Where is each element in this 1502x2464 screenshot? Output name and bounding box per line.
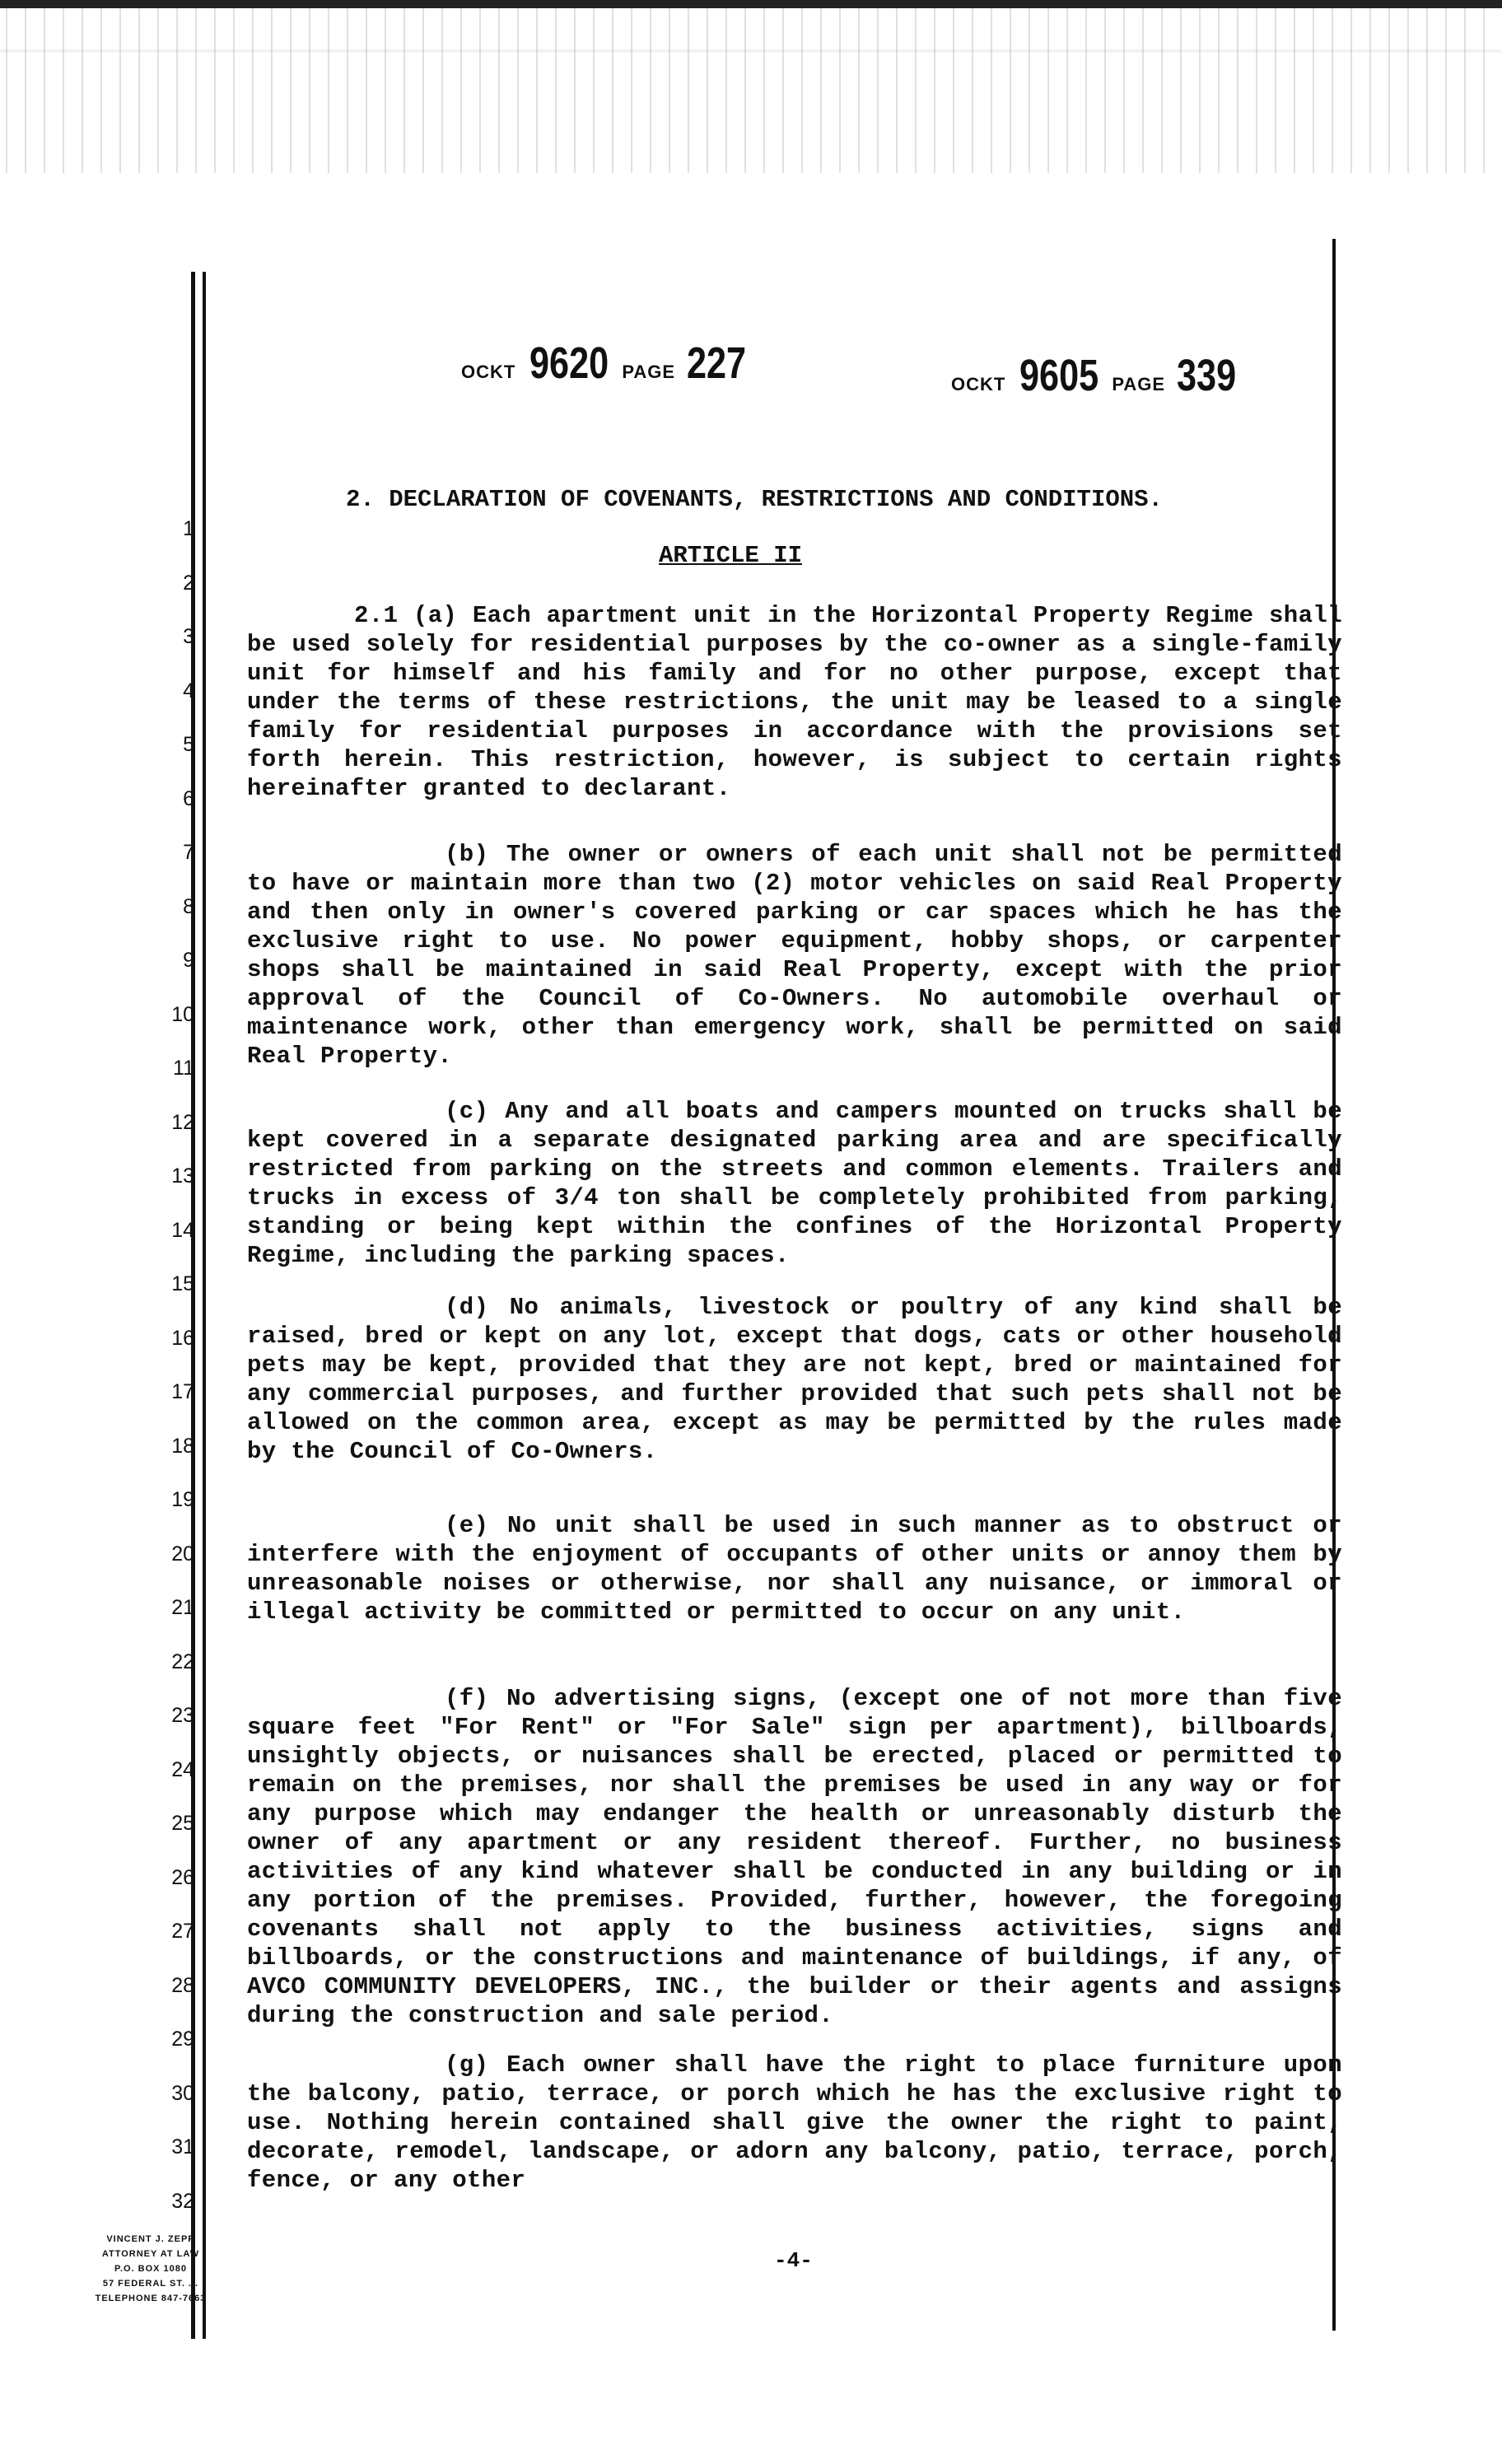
- attorney-line: VINCENT J. ZEPP: [106, 2234, 195, 2244]
- line-number: 2: [183, 572, 194, 595]
- line-number: 10: [171, 1003, 194, 1026]
- line-number: 28: [171, 1974, 194, 1997]
- attorney-line: TELEPHONE 847-7663: [95, 2294, 207, 2303]
- line-number: 15: [171, 1272, 194, 1295]
- line-number: 6: [183, 787, 194, 810]
- paragraph-c: (c) Any and all boats and campers mounted on trucks shall be kept covered in a separate designated parking area and are specifically restricted from parking on the streets and common elements. Trailers and trucks in excess of 3/4 ton shall be completely prohibited from parking, standing or being kept within the confines of the Horizontal Property Regime, including the parking spaces.: [247, 1098, 1342, 1269]
- stamp-label: OCKT: [461, 362, 516, 382]
- stamp-page-label: PAGE: [1112, 374, 1166, 394]
- line-number: 5: [183, 733, 194, 756]
- line-number: 27: [171, 1920, 194, 1943]
- scan-edge: [0, 0, 1502, 8]
- article-heading: ARTICLE II: [659, 542, 803, 569]
- attorney-line: P.O. BOX 1080: [114, 2264, 187, 2274]
- left-margin-rule-inner: [203, 272, 206, 2339]
- line-number: 1: [183, 517, 194, 540]
- paragraph-f: (f) No advertising signs, (except one of not more than five square feet "For Rent" or "For Sale" sign per apartment), billboards, unsightly objects, or nuisances shall be erected, placed or permitted to remain on the premises, nor shall the premises be used in any way or for any purpose which may endanger the health or unreasonably disturb the owner of any apartment or any resident thereof. Further, no business activities of any kind whatever shall be conducted in any building or in any portion of the premises. Provided, further, however, the foregoing covenants shall not apply to the business activities, signs and billboards, or the constructions and maintenance of buildings, if any, of AVCO COMMUNITY DEVELOPERS, INC., the builder or their agents and assigns during the construction and sale period.: [247, 1685, 1342, 2029]
- paragraph-b: (b) The owner or owners of each unit shall not be permitted to have or maintain more than two (2) motor vehicles on said Real Property and then only in owner's covered parking or car spaces which he has the exclusive right to use. No power equipment, hobby shops, or carpenter shops shall be maintained in said Real Property, except with the prior approval of the Council of Co-Owners. No automobile overhaul or maintenance work, other than emergency work, shall be permitted on said Real Property.: [247, 841, 1342, 1070]
- line-number: 17: [171, 1380, 194, 1403]
- stamp-page: 227: [686, 338, 746, 388]
- paragraph-d: (d) No animals, livestock or poultry of any kind shall be raised, bred or kept on any lot, except that dogs, cats or other household pets may be kept, provided that they are not kept, bred or maintained for any commercial purposes, and further provided that such pets shall not be allowed on the common area, except as may be permitted by the rules made by the Council of Co-Owners.: [247, 1294, 1342, 1465]
- stamp-book: 9605: [1019, 351, 1099, 400]
- line-number: 3: [183, 625, 194, 648]
- recording-stamp-left: [461, 338, 753, 389]
- line-number: 13: [171, 1164, 194, 1188]
- paragraph-2-1-a: 2.1 (a) Each apartment unit in the Horizontal Property Regime shall be used solely for residential purposes by the co-owner as a single-family unit for himself and his family and for no other purpose, except that under the terms of these restrictions, the unit may be leased to a single family for residential purposes in accordance with the provisions set forth herein. This restriction, however, is subject to certain rights hereinafter granted to declarant.: [247, 602, 1342, 802]
- line-number: 29: [171, 2028, 194, 2051]
- attorney-line: 57 FEDERAL ST. ...: [102, 2279, 199, 2289]
- section-title: 2. DECLARATION OF COVENANTS, RESTRICTIONS AND CONDITIONS.: [346, 486, 1163, 513]
- line-number: 16: [171, 1327, 194, 1350]
- line-number: 7: [183, 841, 194, 864]
- line-number: 19: [171, 1488, 194, 1511]
- line-number: 12: [171, 1111, 194, 1134]
- paragraph-e: (e) No unit shall be used in such manner as to obstruct or interfere with the enjoyment of occupants of other units or annoy them by unreasonable noises or otherwise, nor shall any nuisance, or immoral or illegal activity be committed or permitted to occur on any unit.: [247, 1512, 1342, 1626]
- line-number: 9: [183, 949, 194, 972]
- line-number: 14: [171, 1219, 194, 1242]
- page-number: -4-: [774, 2248, 813, 2273]
- stamp-label: OCKT: [951, 374, 1006, 394]
- line-number: 23: [171, 1704, 194, 1727]
- line-number: 20: [171, 1542, 194, 1566]
- line-number: 4: [183, 679, 194, 702]
- line-number: 8: [183, 895, 194, 918]
- line-number: 24: [171, 1758, 194, 1781]
- line-number: 26: [171, 1866, 194, 1889]
- stamp-page: 339: [1176, 351, 1236, 400]
- scan-noise: [0, 0, 1502, 173]
- attorney-line: ATTORNEY AT LAW: [101, 2249, 200, 2259]
- line-number: 32: [171, 2190, 194, 2213]
- line-number: 22: [171, 1650, 194, 1673]
- line-number: 25: [171, 1812, 194, 1835]
- line-number: 30: [171, 2082, 194, 2105]
- line-number: 18: [171, 1435, 194, 1458]
- recording-stamp-right: [951, 350, 1243, 401]
- stamp-book: 9620: [529, 338, 609, 388]
- line-number: 21: [171, 1596, 194, 1619]
- line-number: 31: [171, 2135, 194, 2158]
- line-number: 11: [173, 1057, 194, 1080]
- stamp-page-label: PAGE: [622, 362, 676, 382]
- attorney-block: [72, 2232, 229, 2306]
- paragraph-g: (g) Each owner shall have the right to place furniture upon the balcony, patio, terrace, or porch which he has the exclusive right to use. Nothing herein contained shall give the owner the right to paint, decorate, remodel, landscape, or adorn any balcony, patio, terrace, porch, fence, or any other: [247, 2051, 1342, 2194]
